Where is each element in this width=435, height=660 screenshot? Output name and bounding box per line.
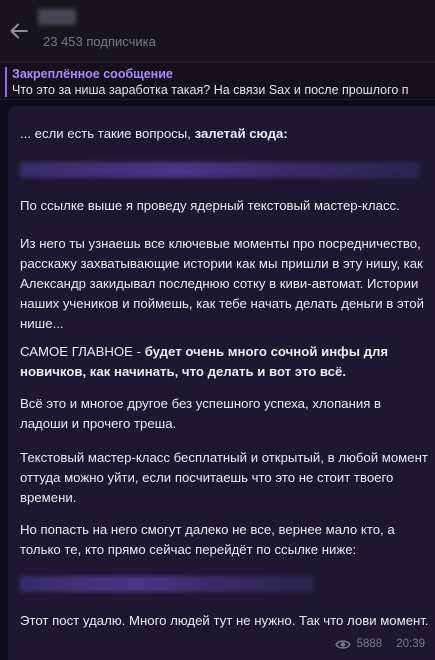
message-paragraph-7: Но попасть на него смогут далеко не все, вернее мало кто, а только те, кто прямо сейчас перейдёт по ссылке ниже: — [20, 522, 395, 557]
channel-name[interactable] — [38, 9, 76, 25]
message-bold-link-prompt: залетай сюда: — [194, 126, 288, 141]
message-paragraph-6: Текстовый мастер-класс бесплатный и открытый, в любой момент оттуда можно уйти, если посчитаешь что это не стоит твоего времени. — [20, 450, 428, 505]
view-count: 5888 — [356, 638, 383, 650]
channel-header — [0, 0, 435, 62]
message-paragraph-2: По ссылке выше я проведу ядерный текстовый мастер-класс. — [20, 198, 400, 213]
pinned-title: Закреплённое сообщение — [12, 67, 173, 81]
message-meta — [335, 638, 425, 650]
message-paragraph-4: САМОЕ ГЛАВНОЕ - будет очень много сочной инфы для новичков, как начинать, что делать и вот это всё. — [20, 344, 389, 379]
arrow-left-icon — [10, 23, 28, 39]
message-paragraph-8: Этот пост удалю. Много людей тут не нужно. Так что лови момент. — [20, 613, 429, 628]
message-paragraph-1: ... если есть такие вопросы, залетай сюда: — [20, 126, 288, 141]
pinned-text: Что это за ниша заработка такая? На связи Sax и после прошлого п — [12, 83, 409, 97]
eye-icon — [335, 639, 351, 650]
hidden-link-1[interactable] — [20, 162, 420, 178]
back-button[interactable] — [6, 18, 32, 44]
pinned-accent-bar — [5, 67, 7, 97]
hidden-link-2[interactable] — [20, 576, 314, 592]
subscriber-count: 23 453 подписчика — [43, 34, 156, 49]
message-paragraph-3: Из него ты узнаешь все ключевые моменты про посредничество, расскажу захватывающие истории как мы пришли в эту нишу, как Александр закидывал последнюю сотку в киви-автомат. Истории наших учеников и поймешь, как тебе начать делать деньги в этой нише... — [20, 236, 424, 331]
message-bold-highlight: будет очень много сочной инфы для новичков, как начинать, что делать и вот это всё. — [20, 344, 389, 379]
message-paragraph-5: Всё это и многое другое без успешного успеха, хлопания в ладоши и прочего треша. — [20, 396, 382, 431]
message-time: 20:39 — [396, 638, 425, 650]
pinned-message[interactable] — [0, 62, 435, 100]
message-bubble — [8, 106, 435, 660]
